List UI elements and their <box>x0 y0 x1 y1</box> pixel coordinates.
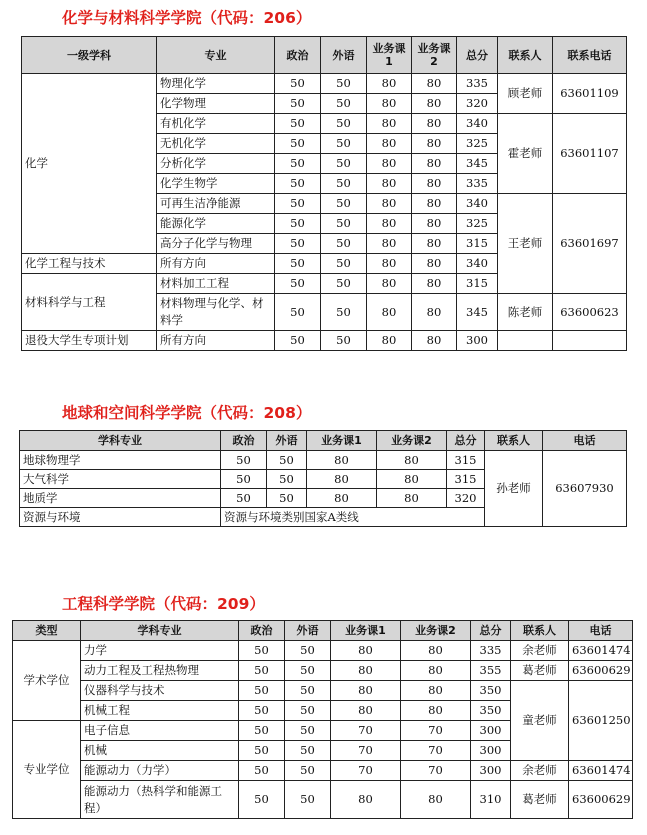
contact-cell: 葛老师 <box>511 661 569 681</box>
score-cell: 80 <box>412 234 457 254</box>
score-cell: 50 <box>275 331 321 351</box>
contact-cell: 霍老师 <box>498 114 553 194</box>
score-cell: 50 <box>275 254 321 274</box>
score-cell: 80 <box>367 74 412 94</box>
score-cell: 50 <box>285 641 331 661</box>
score-cell: 80 <box>412 154 457 174</box>
score-cell: 345 <box>457 294 498 331</box>
score-cell: 300 <box>471 761 511 781</box>
header-cell: 学科专业 <box>20 431 221 451</box>
score-cell: 325 <box>457 134 498 154</box>
major-cell: 能源动力（力学） <box>81 761 239 781</box>
score-cell: 315 <box>457 274 498 294</box>
score-cell: 80 <box>412 94 457 114</box>
table-row <box>13 681 633 701</box>
major-cell: 电子信息 <box>81 721 239 741</box>
score-cell: 50 <box>321 174 367 194</box>
phone-cell: 63601109 <box>553 74 627 114</box>
contact-cell: 葛老师 <box>511 781 569 819</box>
phone-cell <box>553 331 627 351</box>
score-cell: 50 <box>221 451 267 470</box>
score-cell: 325 <box>457 214 498 234</box>
table-row <box>13 761 633 781</box>
score-cell: 80 <box>307 470 377 489</box>
contact-cell: 王老师 <box>498 194 553 294</box>
score-cell: 80 <box>412 331 457 351</box>
score-cell: 340 <box>457 194 498 214</box>
score-cell: 300 <box>471 721 511 741</box>
header-cell: 类型 <box>13 621 81 641</box>
score-cell: 50 <box>267 470 307 489</box>
score-cell: 50 <box>321 254 367 274</box>
header-cell: 联系人 <box>511 621 569 641</box>
header-cell: 业务课2 <box>412 37 457 74</box>
score-cell: 50 <box>239 781 285 819</box>
contact-cell: 余老师 <box>511 641 569 661</box>
phone-cell: 63600629 <box>569 661 633 681</box>
header-cell: 学科专业 <box>81 621 239 641</box>
score-cell: 50 <box>275 134 321 154</box>
header-cell: 电话 <box>569 621 633 641</box>
score-cell: 80 <box>412 134 457 154</box>
phone-cell: 63601107 <box>553 114 627 194</box>
score-cell: 80 <box>367 254 412 274</box>
table-row <box>20 451 627 470</box>
major-cell: 能源动力（热科学和能源工程） <box>81 781 239 819</box>
major-cell: 化学生物学 <box>157 174 275 194</box>
header-cell: 政治 <box>221 431 267 451</box>
table-header-row <box>13 621 633 641</box>
score-cell: 50 <box>239 741 285 761</box>
score-cell: 50 <box>321 74 367 94</box>
score-cell: 300 <box>471 741 511 761</box>
score-cell: 50 <box>321 214 367 234</box>
major-cell: 有机化学 <box>157 114 275 134</box>
score-cell: 80 <box>367 274 412 294</box>
score-cell: 50 <box>267 451 307 470</box>
table-header-row <box>20 431 627 451</box>
score-cell: 70 <box>331 741 401 761</box>
major-cell: 可再生洁净能源 <box>157 194 275 214</box>
phone-cell: 63601250 <box>569 681 633 761</box>
section-title-209: 工程科学学院（代码：209） <box>62 595 265 613</box>
major-cell: 力学 <box>81 641 239 661</box>
score-cell: 50 <box>285 741 331 761</box>
contact-cell <box>498 331 553 351</box>
note-cell: 资源与环境类别国家A类线 <box>221 508 485 527</box>
table-row <box>13 781 633 819</box>
score-cell: 50 <box>275 94 321 114</box>
score-cell: 50 <box>285 761 331 781</box>
major-cell: 所有方向 <box>157 331 275 351</box>
score-cell: 80 <box>331 661 401 681</box>
score-cell: 315 <box>447 470 485 489</box>
header-cell: 业务课1 <box>307 431 377 451</box>
score-cell: 80 <box>377 489 447 508</box>
score-cell: 80 <box>401 661 471 681</box>
score-cell: 320 <box>447 489 485 508</box>
score-cell: 80 <box>307 451 377 470</box>
score-cell: 80 <box>401 701 471 721</box>
major-cell: 仪器科学与技术 <box>81 681 239 701</box>
score-cell: 50 <box>321 154 367 174</box>
score-cell: 80 <box>412 114 457 134</box>
score-cell: 80 <box>367 234 412 254</box>
header-cell: 总分 <box>447 431 485 451</box>
major-cell: 机械工程 <box>81 701 239 721</box>
score-cell: 80 <box>367 294 412 331</box>
score-cell: 50 <box>239 681 285 701</box>
table-208 <box>19 430 627 527</box>
score-cell: 50 <box>285 701 331 721</box>
score-cell: 80 <box>412 214 457 234</box>
header-cell: 电话 <box>543 431 627 451</box>
score-cell: 50 <box>285 681 331 701</box>
discipline-cell: 退役大学生专项计划 <box>22 331 157 351</box>
score-cell: 335 <box>471 641 511 661</box>
major-cell: 物理化学 <box>157 74 275 94</box>
major-cell: 大气科学 <box>20 470 221 489</box>
header-cell: 业务课1 <box>367 37 412 74</box>
table-206 <box>21 36 627 351</box>
score-cell: 50 <box>275 194 321 214</box>
score-cell: 50 <box>321 331 367 351</box>
table-header-row <box>22 37 627 74</box>
phone-cell: 63601474 <box>569 761 633 781</box>
score-cell: 80 <box>401 781 471 819</box>
score-cell: 50 <box>321 274 367 294</box>
score-cell: 340 <box>457 254 498 274</box>
score-cell: 320 <box>457 94 498 114</box>
score-cell: 315 <box>447 451 485 470</box>
score-cell: 50 <box>275 154 321 174</box>
score-cell: 50 <box>285 781 331 819</box>
score-cell: 80 <box>367 174 412 194</box>
score-cell: 80 <box>412 74 457 94</box>
header-cell: 联系电话 <box>553 37 627 74</box>
score-cell: 50 <box>239 641 285 661</box>
table-row <box>22 331 627 351</box>
major-cell: 无机化学 <box>157 134 275 154</box>
score-cell: 50 <box>275 234 321 254</box>
score-cell: 80 <box>367 114 412 134</box>
header-cell: 政治 <box>239 621 285 641</box>
score-cell: 80 <box>412 254 457 274</box>
score-cell: 50 <box>275 294 321 331</box>
header-cell: 外语 <box>267 431 307 451</box>
score-cell: 70 <box>401 741 471 761</box>
header-cell: 外语 <box>321 37 367 74</box>
score-cell: 80 <box>401 681 471 701</box>
discipline-cell: 材料科学与工程 <box>22 274 157 331</box>
phone-cell: 63601697 <box>553 194 627 294</box>
discipline-cell: 化学工程与技术 <box>22 254 157 274</box>
score-cell: 50 <box>239 721 285 741</box>
score-cell: 335 <box>457 74 498 94</box>
score-cell: 70 <box>331 721 401 741</box>
phone-cell: 63607930 <box>543 451 627 527</box>
table-209 <box>12 620 633 819</box>
header-cell: 一级学科 <box>22 37 157 74</box>
contact-cell: 童老师 <box>511 681 569 761</box>
table-row <box>13 661 633 681</box>
score-cell: 80 <box>367 134 412 154</box>
score-cell: 335 <box>457 174 498 194</box>
score-cell: 50 <box>275 214 321 234</box>
header-cell: 联系人 <box>498 37 553 74</box>
score-cell: 50 <box>221 470 267 489</box>
score-cell: 80 <box>331 701 401 721</box>
score-cell: 355 <box>471 661 511 681</box>
header-cell: 业务课2 <box>401 621 471 641</box>
phone-cell: 63600623 <box>553 294 627 331</box>
score-cell: 310 <box>471 781 511 819</box>
major-cell: 所有方向 <box>157 254 275 274</box>
score-cell: 70 <box>401 721 471 741</box>
major-cell: 地质学 <box>20 489 221 508</box>
type-cell: 专业学位 <box>13 721 81 819</box>
header-cell: 业务课1 <box>331 621 401 641</box>
score-cell: 50 <box>275 174 321 194</box>
score-cell: 80 <box>367 94 412 114</box>
score-cell: 80 <box>367 331 412 351</box>
score-cell: 50 <box>275 114 321 134</box>
phone-cell: 63601474 <box>569 641 633 661</box>
score-cell: 50 <box>321 194 367 214</box>
score-cell: 80 <box>412 274 457 294</box>
score-cell: 50 <box>321 294 367 331</box>
score-cell: 50 <box>275 274 321 294</box>
score-cell: 80 <box>331 641 401 661</box>
score-cell: 80 <box>367 154 412 174</box>
score-cell: 315 <box>457 234 498 254</box>
score-cell: 300 <box>457 331 498 351</box>
score-cell: 50 <box>321 94 367 114</box>
score-cell: 50 <box>275 74 321 94</box>
score-cell: 50 <box>321 114 367 134</box>
type-cell: 学术学位 <box>13 641 81 721</box>
score-cell: 70 <box>401 761 471 781</box>
score-cell: 50 <box>285 661 331 681</box>
score-cell: 80 <box>377 470 447 489</box>
header-cell: 外语 <box>285 621 331 641</box>
score-cell: 350 <box>471 701 511 721</box>
score-cell: 50 <box>239 701 285 721</box>
score-cell: 50 <box>267 489 307 508</box>
table-row <box>22 74 627 94</box>
major-cell: 高分子化学与物理 <box>157 234 275 254</box>
score-cell: 345 <box>457 154 498 174</box>
score-cell: 80 <box>367 194 412 214</box>
major-cell: 化学物理 <box>157 94 275 114</box>
score-cell: 50 <box>321 234 367 254</box>
major-cell: 能源化学 <box>157 214 275 234</box>
score-cell: 50 <box>239 661 285 681</box>
contact-cell: 余老师 <box>511 761 569 781</box>
score-cell: 70 <box>331 761 401 781</box>
score-cell: 80 <box>367 214 412 234</box>
header-cell: 总分 <box>471 621 511 641</box>
contact-cell: 顾老师 <box>498 74 553 114</box>
score-cell: 80 <box>331 681 401 701</box>
score-cell: 80 <box>412 194 457 214</box>
major-cell: 地球物理学 <box>20 451 221 470</box>
major-cell: 动力工程及工程热物理 <box>81 661 239 681</box>
contact-cell: 孙老师 <box>485 451 543 527</box>
score-cell: 50 <box>221 489 267 508</box>
header-cell: 总分 <box>457 37 498 74</box>
header-cell: 业务课2 <box>377 431 447 451</box>
score-cell: 50 <box>321 134 367 154</box>
score-cell: 80 <box>331 781 401 819</box>
major-cell: 资源与环境 <box>20 508 221 527</box>
section-title-206: 化学与材料科学学院（代码：206） <box>62 9 312 27</box>
phone-cell: 63600629 <box>569 781 633 819</box>
score-cell: 80 <box>401 641 471 661</box>
header-cell: 联系人 <box>485 431 543 451</box>
score-cell: 340 <box>457 114 498 134</box>
score-cell: 80 <box>377 451 447 470</box>
major-cell: 机械 <box>81 741 239 761</box>
table-row <box>13 641 633 661</box>
major-cell: 材料加工工程 <box>157 274 275 294</box>
major-cell: 分析化学 <box>157 154 275 174</box>
header-cell: 专业 <box>157 37 275 74</box>
contact-cell: 陈老师 <box>498 294 553 331</box>
score-cell: 80 <box>307 489 377 508</box>
score-cell: 350 <box>471 681 511 701</box>
score-cell: 50 <box>239 761 285 781</box>
header-cell: 政治 <box>275 37 321 74</box>
discipline-cell: 化学 <box>22 74 157 254</box>
section-title-208: 地球和空间科学学院（代码：208） <box>62 404 312 422</box>
score-cell: 80 <box>412 174 457 194</box>
score-cell: 50 <box>285 721 331 741</box>
score-cell: 80 <box>412 294 457 331</box>
major-cell: 材料物理与化学、材料学 <box>157 294 275 331</box>
